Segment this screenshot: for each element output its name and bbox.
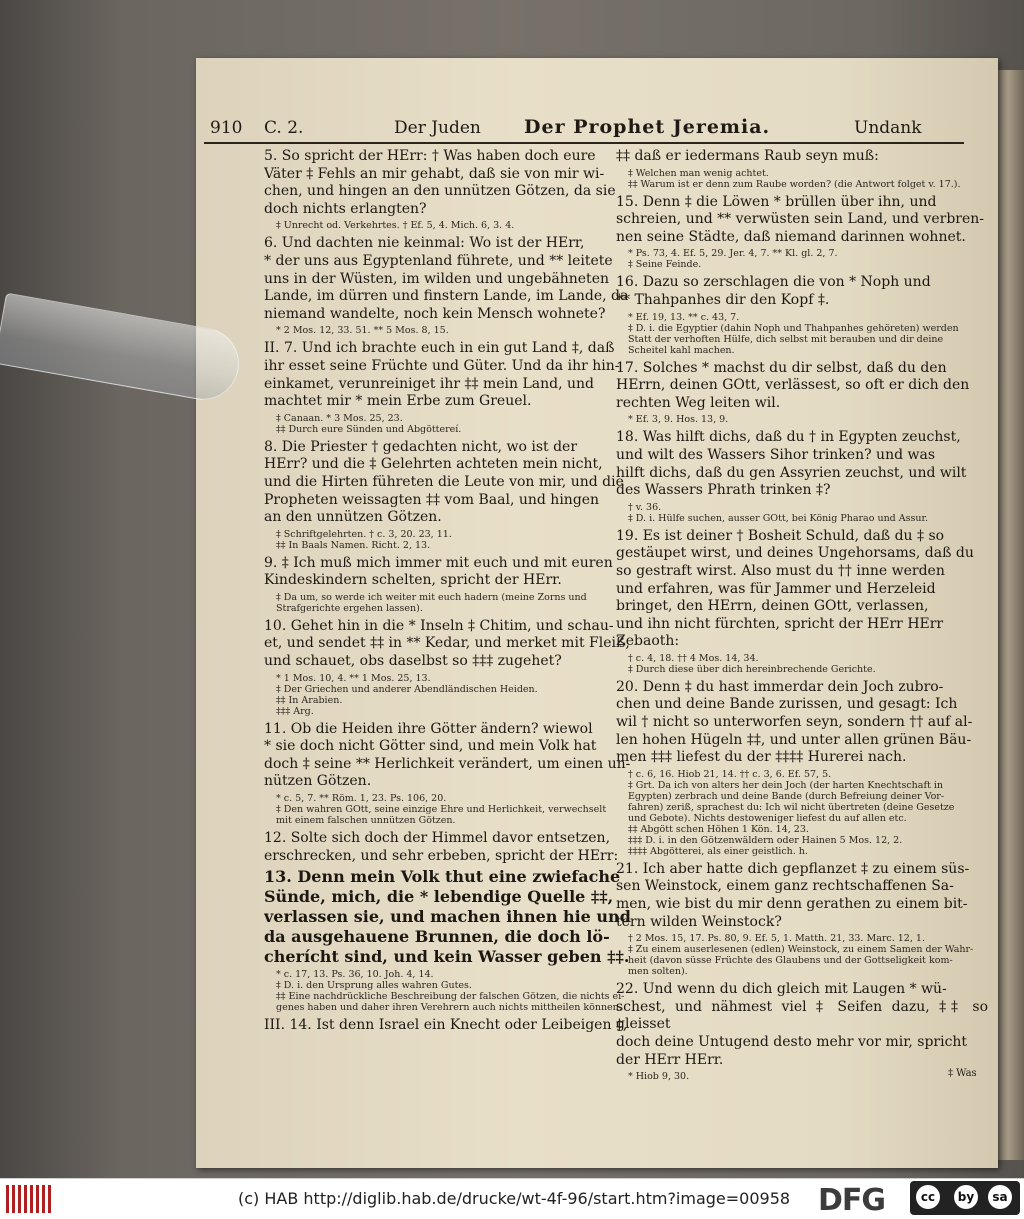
header-left-title: Der Juden (394, 118, 481, 138)
chapter-label: C. 2. (264, 118, 304, 138)
footnote: † v. 36. ‡ D. i. Hülfe suchen, ausser GOtt, bei König Pharao und Assur. (628, 501, 929, 524)
verse-paragraph: 17. Solches * machst du dir selbst, daß du den HErrn, deinen GOtt, verlässest, so oft er dich den rechten Weg leiten wil. (616, 359, 970, 411)
right-text-column (616, 148, 988, 1088)
running-header (204, 114, 964, 144)
verse-paragraph: ‡‡ daß er iedermans Raub seyn muß: (616, 148, 879, 164)
verse-paragraph: 21. Ich aber hatte dich gepflanzet ‡ zu einem süs- sen Weinstock, einem ganz rechtschaffenen Sa- men, wie bist du mir denn gerathen zu einem bit- tern wilden Weinstock? (616, 860, 970, 930)
verse-paragraph: 11. Ob die Heiden ihre Götter ändern? wiewol * sie doch nicht Götter sind, und mein Volk hat doch ‡ seine ** Herlichkeit verändert, um einen un- nützen Götzen. (264, 720, 631, 790)
footnote: ‡ Schriftgelehrten. † c. 3, 20. 23, 11. ‡‡ In Baals Namen. Richt. 2, 13. (276, 528, 452, 551)
footnote: * Ef. 19, 13. ** c. 43, 7. ‡ D. i. die Egyptier (dahin Noph und Thahpanhes gehöreten) werden Statt der verhoften Hülfe, dich selbst mit berauben und dir deine Scheitel kahl machen. (628, 311, 959, 356)
verse-paragraph: 5. So spricht der HErr: † Was haben doch eure Väter ‡ Fehls an mir gehabt, daß sie von mir wi- chen, und hingen an den unnützen Götzen, da sie doch nichts erlangten? (264, 148, 616, 217)
book-page (196, 58, 998, 1168)
by-icon: by (954, 1185, 978, 1209)
footnote: * Ps. 73, 4. Ef. 5, 29. Jer. 4, 7. ** Kl. gl. 2, 7. ‡ Seine Feinde. (628, 248, 838, 271)
footnote: * Ef. 3, 9. Hos. 13, 9. (628, 414, 729, 426)
creative-commons-badge[interactable] (910, 1181, 1020, 1215)
verse-paragraph: 16. Dazu so zerschlagen die von * Noph und ** Thahpanhes dir den Kopf ‡. (616, 274, 931, 308)
verse-paragraph: 8. Die Priester † gedachten nicht, wo ist der HErr? und die ‡ Gelehrten achteten mein nicht, und die Hirten führeten die Leute von mir, und die Propheten weissagten ‡‡ vom Baal, und hingen an den unnützen Götzen. (264, 438, 624, 526)
footnote: * 1 Mos. 10, 4. ** 1 Mos. 25, 13. ‡ Der Griechen und anderer Abendländischen Heiden. ‡‡ In Arabien. ‡‡‡ Arg. (276, 672, 538, 717)
footnote: * 2 Mos. 12, 33. 51. ** 5 Mos. 8, 15. (276, 325, 449, 337)
verse-paragraph: II. 7. Und ich brachte euch in ein gut Land ‡, daß ihr esset seine Früchte und Güter. Und da ihr hin- einkamet, verunreiniget ihr ‡‡ mein Land, und machtet mir * mein Erbe zum Greuel. (264, 340, 620, 410)
footnote: † c. 6, 16. Hiob 21, 14. †† c. 3, 6. Ef. 57, 5. ‡ Grt. Da ich von alters her dein Joch (der harten Knechtschaft in Egypten) zerbrach und deine Bande (durch Befreiung deiner Vor- fahren) zeriß, sprachest du: Ich wil nicht übertreten (deine Gesetze und Gebote). Nichts destoweniger liefest du auf allen etc. ‡‡ Abgött schen Höhen 1 Kön. 14, 23. ‡‡‡ D. i. in den Götzenwäldern oder Hainen 5 Mos. 12, 2. ‡‡‡‡ Abgötterei, als einer geistlich. h. (628, 768, 955, 857)
verse-paragraph: 19. Es ist deiner † Bosheit Schuld, daß du ‡ so gestäupet wirst, und deines Ungehorsams, daß du so gestraft wirst. Also must du †† inne werden und erfahren, was für Jammer und Herzeleid bringet, den HErrn, deinen GOtt, verlassen, und ihn nicht fürchten, spricht der HErr HErr Zebaoth: (616, 527, 974, 650)
catchword: ‡ Was (948, 1068, 977, 1079)
verse-paragraph: 10. Gehet hin in die * Inseln ‡ Chitim, und schau- et, und sendet ‡‡ in ** Kedar, und merket mit Fleiß, und schauet, obs daselbst so ‡‡‡ zugehet? (264, 617, 630, 670)
verse-paragraph: 9. ‡ Ich muß mich immer mit euch und mit euren Kindeskindern schelten, spricht der HErr. (264, 554, 613, 589)
sa-icon: sa (988, 1185, 1012, 1209)
library-barcode-icon (6, 1185, 52, 1213)
verse-paragraph: 12. Solte sich doch der Himmel davor entsetzen, erschrecken, und sehr erbeben, spricht der HErr: (264, 830, 619, 864)
footnote: † c. 4, 18. †† 4 Mos. 14, 34. ‡ Durch diese über dich hereinbrechende Gerichte. (628, 652, 876, 675)
verse-paragraph: 6. Und dachten nie keinmal: Wo ist der HErr, * der uns aus Egyptenland führete, und ** leitete uns in der Wüsten, im wilden und ungebähneten Lande, im dürren und finstern Lande, im Lande, da niemand wandelte, noch kein Mensch wohnete? (264, 235, 629, 322)
verse-paragraph: 18. Was hilft dichs, daß du † in Egypten zeuchst, und wilt des Wassers Sihor trinken? und was hilft dichs, daß du gen Assyrien zeuchst, und wilt des Wassers Phrath trinken ‡? (616, 429, 967, 499)
source-credit-link[interactable]: (c) HAB http://diglib.hab.de/drucke/wt-4f-96/start.htm?image=00958 (238, 1189, 791, 1208)
footnote: ‡ Da um, so werde ich weiter mit euch hadern (meine Zorns und Strafgerichte ergehen lassen). (276, 591, 587, 614)
footnote: ‡ Welchen man wenig achtet. ‡‡ Warum ist er denn zum Raube worden? (die Antwort folget v. 17.). (628, 167, 961, 190)
footnote: * Hiob 9, 30. (628, 1071, 690, 1083)
dfg-logo: DFG (818, 1183, 886, 1218)
left-text-column (264, 148, 636, 1088)
footnote: * c. 5, 7. ** Röm. 1, 23. Ps. 106, 20. ‡ Den wahren GOtt, seine einzige Ehre und Herlichkeit, verwechselt mit einem falschen unnützen Götzen. (276, 793, 607, 827)
verse-paragraph: 22. Und wenn du dich gleich mit Laugen * wü- schest, und nähmest viel ‡ Seifen dazu, ‡‡ so gleisset doch deine Untugend desto mehr vor mir, spricht der HErr HErr. (616, 981, 988, 1068)
header-right-title: Undank (854, 118, 922, 138)
footnote: * c. 17, 13. Ps. 36, 10. Joh. 4, 14. ‡ D. i. den Ursprung alles wahren Gutes. ‡‡ Eine nachdrückliche Beschreibung der falschen Götzen, die nichts ei- genes haben und daher ihren Verehrern auch nichts mittheilen können. (276, 969, 625, 1014)
footnote: ‡ Unrecht od. Verkehrtes. † Ef. 5, 4. Mich. 6, 3. 4. (276, 220, 515, 232)
verse-paragraph: 20. Denn ‡ du hast immerdar dein Joch zubro- chen und deine Bande zurissen, und gesagt: Ich wil † nicht so unterworfen seyn, sondern †† auf al- len hohen Hügeln ‡‡, und unter allen grünen Bäu- men ‡‡‡ liefest du der ‡‡‡‡ Hurerei nach. (616, 678, 973, 766)
verse-paragraph: 13. Denn mein Volk thut eine zwiefache Sünde, mich, die * lebendige Quelle ‡‡, verlassen sie, und machen ihnen hie und da ausgehauene Brunnen, die doch lö- cherícht sind, und kein Wasser geben ‡‡. (264, 867, 631, 967)
cc-icon: cc (916, 1185, 940, 1209)
footnote: ‡ Canaan. * 3 Mos. 25, 23. ‡‡ Durch eure Sünden und Abgöttereí. (276, 412, 462, 435)
verse-paragraph: III. 14. Ist denn Israel ein Knecht oder Leibeigen ‡, (264, 1017, 628, 1034)
viewer-footer (0, 1178, 1024, 1219)
footnote: † 2 Mos. 15, 17. Ps. 80, 9. Ef. 5, 1. Matth. 21, 33. Marc. 12, 1. ‡ Zu einem auserlesenen (edlen) Weinstock, zu einem Samen der Wahr- heit (davon süsse Früchte des Glaubens und der Gottseligkeit kom- men solten). (628, 933, 974, 978)
verse-paragraph: 15. Denn ‡ die Löwen * brüllen über ihn, und schreien, und ** verwüsten sein Land, und verbren- nen seine Städte, daß niemand darinnen wohnet. (616, 193, 984, 245)
book-edge (998, 70, 1024, 1160)
page-number: 910 (210, 118, 243, 138)
header-center-title: Der Prophet Jeremia. (524, 116, 771, 138)
